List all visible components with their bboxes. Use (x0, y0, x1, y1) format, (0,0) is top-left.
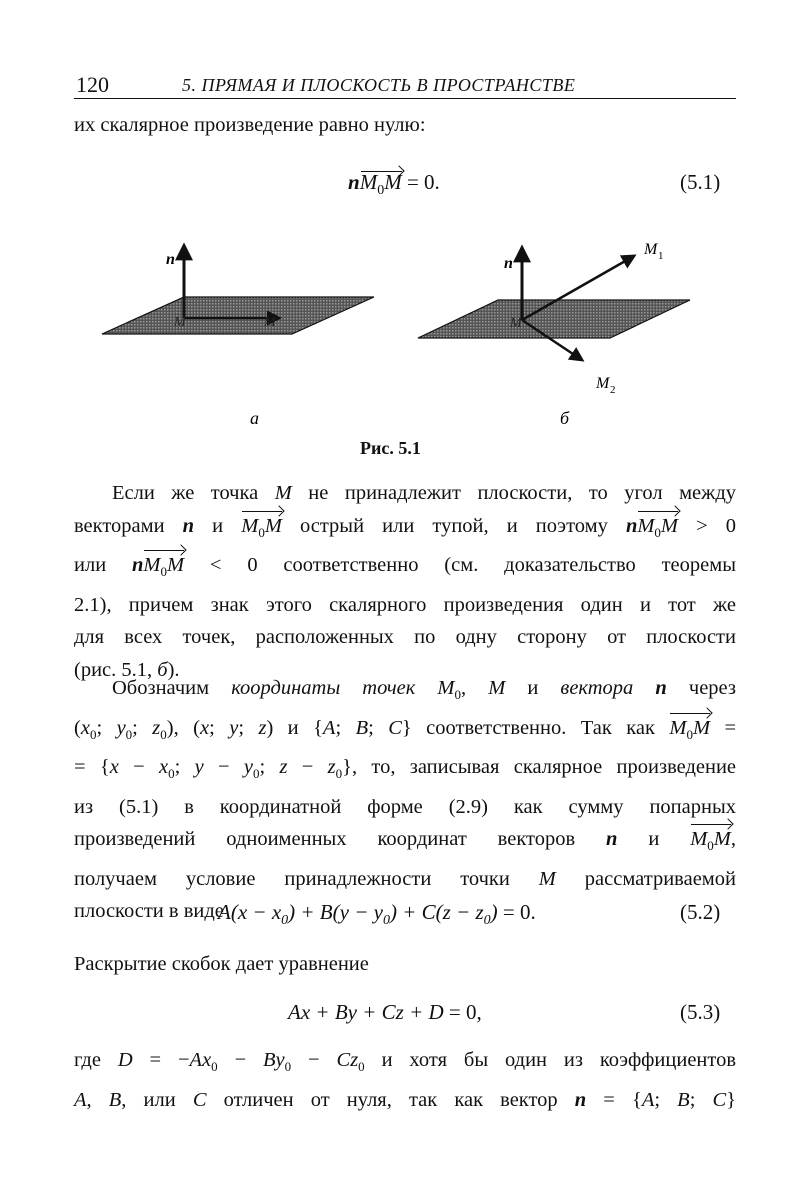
equation-5-1: $nM_0M = 0$. (348, 170, 440, 199)
paragraph-3: Раскрытие скобок дает уравнение (74, 953, 369, 975)
equation-number-5-2: (5.2) (680, 900, 721, 924)
page-header (74, 72, 736, 99)
label-m2: M (596, 375, 610, 392)
label-m-a: M (264, 315, 276, 330)
equation-5-2: $A(x - x_0) + B(y - y_0) + C(z - z_0) = 0$. (218, 900, 536, 929)
chapter-title: 5. ПРЯМАЯ И ПЛОСКОСТЬ В ПРОСТРАНСТВЕ (182, 75, 576, 95)
paragraph-4: где $D = -Ax_0 - By_0 - Cz_0$ и хотя бы один из коэффициентов A, B, или C отличен от нуля, так как вектор n = {A; B; C} (74, 1049, 737, 1111)
page-number: 120 (76, 72, 109, 97)
label-b: б (560, 408, 570, 428)
paragraph-2: Обозначим координаты точек $M_0$, M и вектора n через ($x_0$; $y_0$; $z_0$), (x; y; z) и {A; B; C} соответственно. Так как $M_0M$ = = {$x - x_0$; $y - y_0$; $z - z_0$}, то, записывая скалярное произведение из (5.1) в координатной форме (2.9) как сумму попарных произведений одноименных координат векторов n и $M_0M$, получаем условие принадлежности точки M рассматриваемой плоскости в виде (74, 677, 737, 923)
label-m0-b: M (510, 316, 522, 331)
figure-5-1 (74, 228, 736, 448)
label-m2-sub: 2 (610, 384, 616, 396)
plane-b (418, 300, 690, 338)
label-m1: M (644, 241, 658, 258)
label-n-b: n (504, 255, 513, 272)
equation-number-5-3: (5.3) (680, 1000, 721, 1024)
plane-a (102, 297, 374, 334)
label-n-a: n (166, 251, 175, 268)
label-a: а (250, 408, 259, 428)
intro-line: их скалярное произведение равно нулю: (74, 114, 426, 136)
figure-caption: Рис. 5.1 (360, 438, 421, 458)
paragraph-1: Если же точка M не принадлежит плоскости, то угол между векторами n и $M_0M$ острый или тупой, и поэтому $nM_0M > 0$ или $nM_0M < 0$ соответственно (см. доказательство теоремы 2.1), причем знак этого скалярного произведения один и тот же для всех точек, расположенных по одну сторону от плоскости (рис. 5.1, б). (74, 482, 736, 681)
equation-5-3: Ax + By + Cz + D = 0, (288, 1000, 482, 1024)
equation-number-5-1: (5.1) (680, 170, 721, 194)
label-m1-sub: 1 (658, 250, 664, 262)
label-m0-a: M (174, 315, 186, 330)
